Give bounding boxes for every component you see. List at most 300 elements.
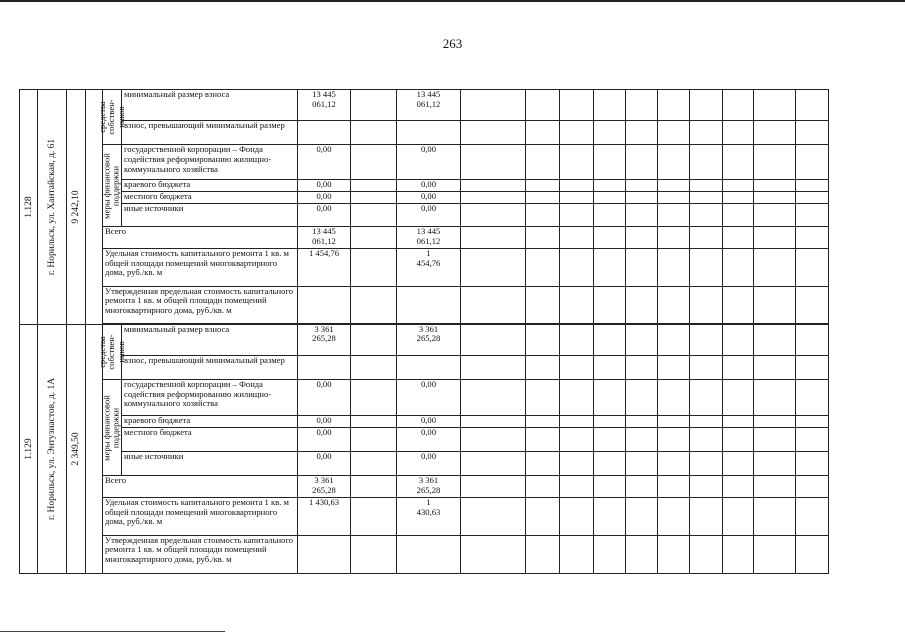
- empty-cell: [796, 203, 829, 226]
- empty-cell: [658, 324, 690, 355]
- empty-cell: [658, 427, 690, 451]
- empty-cell: [658, 415, 690, 427]
- empty-cell: [351, 476, 397, 498]
- value-line: 3 361: [314, 323, 334, 334]
- value-line: 265,28: [416, 333, 441, 344]
- empty-cell: [626, 286, 658, 323]
- empty-cell: [690, 227, 723, 249]
- group-label-line: меры финансовой: [101, 152, 112, 219]
- top-rule: [0, 0, 905, 2]
- empty-cell: [754, 90, 796, 121]
- empty-cell: [626, 203, 658, 226]
- other-sources-value-a: 0,00: [298, 451, 351, 475]
- other-sources-label: иные источники: [122, 203, 298, 226]
- object-index-cell: [20, 90, 38, 325]
- empty-cell: [461, 286, 526, 323]
- row-total: [20, 476, 829, 498]
- empty-cell: [560, 356, 594, 380]
- empty-cell: [796, 356, 829, 380]
- empty-cell: [594, 356, 626, 380]
- empty-cell: [594, 286, 626, 323]
- empty-cell: [461, 380, 526, 415]
- empty-cell: [351, 356, 397, 380]
- row-min-fee: [20, 324, 829, 355]
- empty-cell: [461, 324, 526, 355]
- empty-cell: [461, 498, 526, 535]
- empty-cell: [626, 90, 658, 121]
- empty-cell: [796, 145, 829, 179]
- empty-cell: [796, 191, 829, 203]
- empty-cell: [754, 498, 796, 535]
- value-line: 1: [426, 248, 431, 259]
- empty-cell: [560, 249, 594, 286]
- local-budget-label: местного бюджета: [122, 191, 298, 203]
- row-other-sources: [20, 203, 829, 226]
- empty-cell: [461, 227, 526, 249]
- regional-budget-label: краевого бюджета: [122, 415, 298, 427]
- empty-cell: [626, 356, 658, 380]
- value-line: 061,12: [312, 235, 336, 246]
- regional-budget-value-b: 0,00: [397, 415, 461, 427]
- group-label-line: собствен-: [106, 99, 117, 135]
- empty-cell: [560, 476, 594, 498]
- object-address-cell: [38, 324, 67, 573]
- empty-cell: [298, 121, 351, 145]
- capital-repair-table: [19, 89, 829, 574]
- empty-cell: [298, 535, 351, 573]
- total-label: Всего: [103, 227, 298, 249]
- empty-cell: [461, 451, 526, 475]
- row-unit-cost: [20, 498, 829, 535]
- empty-cell: [658, 356, 690, 380]
- empty-cell: [796, 90, 829, 121]
- value-line: 430,63: [416, 506, 441, 517]
- empty-cell: [594, 191, 626, 203]
- empty-cell: [351, 451, 397, 475]
- empty-cell: [690, 145, 723, 179]
- empty-cell: [560, 179, 594, 191]
- row-unit-cost: [20, 249, 829, 286]
- empty-cell: [560, 380, 594, 415]
- empty-cell: [658, 90, 690, 121]
- row-regional-budget: [20, 415, 829, 427]
- empty-cell: [754, 286, 796, 323]
- empty-cell: [526, 427, 560, 451]
- empty-cell: [461, 427, 526, 451]
- empty-cell: [461, 145, 526, 179]
- empty-cell: [594, 249, 626, 286]
- empty-cell: [298, 286, 351, 323]
- value-line: 13 445: [312, 89, 336, 99]
- empty-cell: [351, 427, 397, 451]
- empty-cell: [526, 476, 560, 498]
- empty-cell: [754, 324, 796, 355]
- empty-cell: [461, 356, 526, 380]
- min-fee-value-a: [298, 90, 351, 121]
- empty-cell: [723, 451, 754, 475]
- min-fee-value-b: [397, 90, 461, 121]
- empty-cell: [626, 380, 658, 415]
- empty-cell: [526, 179, 560, 191]
- empty-cell: [754, 356, 796, 380]
- row-fund: [20, 145, 829, 179]
- empty-cell: [626, 476, 658, 498]
- empty-cell: [723, 227, 754, 249]
- empty-cell: [351, 121, 397, 145]
- value-line: 265,28: [312, 484, 336, 495]
- empty-cell: [658, 179, 690, 191]
- empty-cell: [594, 203, 626, 226]
- empty-cell: [754, 179, 796, 191]
- value-line: 061,12: [416, 235, 441, 246]
- object-index: 1.129: [23, 438, 34, 460]
- empty-cell: [754, 121, 796, 145]
- empty-cell: [560, 90, 594, 121]
- object-address: г. Норильск, ул. Энтузиастов, д. 1А: [47, 377, 57, 520]
- empty-cell: [658, 203, 690, 226]
- empty-cell: [658, 451, 690, 475]
- row-excess-fee: [20, 121, 829, 145]
- empty-cell: [461, 203, 526, 226]
- empty-cell: [796, 535, 829, 573]
- min-fee-value-a: [298, 324, 351, 355]
- empty-cell: [560, 286, 594, 323]
- empty-cell: [351, 179, 397, 191]
- empty-cell: [723, 476, 754, 498]
- empty-cell: [626, 121, 658, 145]
- empty-cell: [658, 121, 690, 145]
- total-value-b: [397, 476, 461, 498]
- total-value-b: [397, 227, 461, 249]
- group-label-line: поддержки: [111, 407, 121, 448]
- empty-cell: [796, 476, 829, 498]
- fund-label: государственной корпорации – Фонда содействия реформированию жилищно-коммунального хозяйства: [122, 380, 298, 415]
- local-budget-label: местного бюджета: [122, 427, 298, 451]
- empty-cell: [560, 427, 594, 451]
- empty-cell: [560, 191, 594, 203]
- empty-cell: [690, 179, 723, 191]
- value-line: 3 361: [418, 323, 439, 334]
- empty-cell: [690, 356, 723, 380]
- empty-cell: [594, 145, 626, 179]
- empty-cell: [626, 179, 658, 191]
- owner-funds-group: [96, 90, 126, 145]
- empty-cell: [754, 415, 796, 427]
- empty-cell: [796, 498, 829, 535]
- empty-cell: [754, 249, 796, 286]
- unit-cost-value-b: [397, 249, 461, 286]
- local-budget-value-b: 0,00: [397, 427, 461, 451]
- empty-cell: [723, 179, 754, 191]
- empty-cell: [658, 249, 690, 286]
- empty-cell: [526, 356, 560, 380]
- empty-cell: [594, 476, 626, 498]
- other-sources-label: иные источники: [122, 451, 298, 475]
- value-line: 061,12: [312, 98, 336, 109]
- empty-cell: [526, 415, 560, 427]
- empty-cell: [796, 227, 829, 249]
- empty-cell: [351, 286, 397, 323]
- empty-cell: [626, 249, 658, 286]
- empty-cell: [796, 415, 829, 427]
- empty-cell: [690, 535, 723, 573]
- empty-cell: [658, 191, 690, 203]
- empty-cell: [594, 415, 626, 427]
- row-max-cost: [20, 535, 829, 573]
- group-label-line: ников: [115, 341, 126, 363]
- empty-cell: [796, 451, 829, 475]
- empty-cell: [461, 191, 526, 203]
- empty-cell: [351, 415, 397, 427]
- empty-cell: [626, 451, 658, 475]
- value-line: 1: [426, 497, 431, 508]
- bottom-rule: [0, 631, 225, 632]
- empty-cell: [526, 121, 560, 145]
- value-line: 3 361: [418, 475, 439, 486]
- row-local-budget: [20, 191, 829, 203]
- fund-value-b: 0,00: [397, 380, 461, 415]
- object-address-cell: [38, 90, 67, 325]
- empty-cell: [754, 451, 796, 475]
- empty-cell: [723, 249, 754, 286]
- empty-cell: [560, 415, 594, 427]
- empty-cell: [526, 286, 560, 323]
- empty-cell: [351, 380, 397, 415]
- row-max-cost: [20, 286, 829, 323]
- row-excess-fee: [20, 356, 829, 380]
- empty-cell: [560, 535, 594, 573]
- empty-cell: [658, 380, 690, 415]
- empty-cell: [526, 145, 560, 179]
- unit-cost-value-a: 1 430,63: [298, 498, 351, 535]
- group-label-line: поддержки: [111, 165, 121, 206]
- empty-cell: [658, 227, 690, 249]
- object-area: 9 242,10: [71, 190, 81, 224]
- empty-cell: [796, 324, 829, 355]
- empty-cell: [690, 324, 723, 355]
- row-min-fee: [20, 90, 829, 121]
- object-index: 1.128: [23, 196, 34, 218]
- min-fee-label: минимальный размер взноса: [122, 90, 298, 121]
- empty-cell: [594, 498, 626, 535]
- empty-cell: [690, 249, 723, 286]
- local-budget-value-b: 0,00: [397, 191, 461, 203]
- regional-budget-value-a: 0,00: [298, 415, 351, 427]
- empty-cell: [723, 90, 754, 121]
- empty-cell: [723, 203, 754, 226]
- empty-cell: [754, 476, 796, 498]
- row-regional-budget: [20, 179, 829, 191]
- group-label-line: средства: [96, 101, 107, 133]
- fund-label: государственной корпорации – Фонда содействия реформированию жилищно-коммунального хозяйства: [122, 145, 298, 179]
- page-number: 263: [442, 36, 463, 51]
- empty-cell: [560, 498, 594, 535]
- empty-cell: [461, 415, 526, 427]
- other-sources-value-b: 0,00: [397, 203, 461, 226]
- empty-cell: [658, 145, 690, 179]
- empty-cell: [594, 324, 626, 355]
- empty-cell: [626, 324, 658, 355]
- empty-cell: [594, 451, 626, 475]
- empty-cell: [796, 286, 829, 323]
- empty-cell: [754, 380, 796, 415]
- empty-cell: [461, 249, 526, 286]
- empty-cell: [526, 249, 560, 286]
- regional-budget-value-b: 0,00: [397, 179, 461, 191]
- local-budget-value-a: 0,00: [298, 427, 351, 451]
- min-fee-label: минимальный размер взноса: [122, 324, 298, 355]
- empty-cell: [560, 324, 594, 355]
- empty-cell: [658, 286, 690, 323]
- object-area-cell: [67, 324, 86, 573]
- empty-cell: [594, 227, 626, 249]
- empty-cell: [526, 380, 560, 415]
- empty-cell: [560, 227, 594, 249]
- empty-cell: [351, 90, 397, 121]
- object-area-cell: [67, 90, 86, 325]
- empty-cell: [351, 145, 397, 179]
- object-index-cell: [20, 324, 38, 573]
- empty-cell: [754, 427, 796, 451]
- empty-cell: [397, 535, 461, 573]
- owner-funds-group: [96, 324, 126, 379]
- empty-cell: [690, 415, 723, 427]
- local-budget-value-a: 0,00: [298, 191, 351, 203]
- excess-fee-label: взнос, превышающий минимальный размер: [122, 121, 298, 145]
- empty-cell: [526, 498, 560, 535]
- group-label-line: собствен-: [106, 334, 117, 370]
- fund-value-a: 0,00: [298, 145, 351, 179]
- value-line: 061,12: [416, 98, 441, 109]
- empty-cell: [658, 476, 690, 498]
- empty-cell: [626, 498, 658, 535]
- empty-cell: [351, 227, 397, 249]
- empty-cell: [690, 380, 723, 415]
- empty-cell: [560, 121, 594, 145]
- value-line: 454,76: [416, 257, 441, 268]
- empty-cell: [658, 498, 690, 535]
- empty-cell: [690, 451, 723, 475]
- value-line: 265,28: [416, 484, 441, 495]
- empty-cell: [796, 427, 829, 451]
- empty-cell: [658, 535, 690, 573]
- financial-support-group: [103, 145, 122, 227]
- group-label-line: ников: [115, 106, 126, 128]
- empty-cell: [723, 191, 754, 203]
- row-local-budget: [20, 427, 829, 451]
- excess-fee-label: взнос, превышающий минимальный размер: [122, 356, 298, 380]
- total-value-a: [298, 476, 351, 498]
- value-line: 13 445: [416, 226, 441, 237]
- empty-cell: [461, 90, 526, 121]
- total-label: Всего: [103, 476, 298, 498]
- empty-cell: [298, 356, 351, 380]
- fund-value-a: 0,00: [298, 380, 351, 415]
- group-label-line: меры финансовой: [101, 394, 112, 461]
- empty-cell: [526, 535, 560, 573]
- empty-cell: [626, 191, 658, 203]
- empty-cell: [723, 415, 754, 427]
- empty-cell: [526, 451, 560, 475]
- empty-cell: [754, 535, 796, 573]
- empty-cell: [351, 498, 397, 535]
- empty-cell: [626, 535, 658, 573]
- empty-cell: [723, 286, 754, 323]
- empty-cell: [526, 203, 560, 226]
- unit-cost-label: Удельная стоимость капитального ремонта 1 кв. м общей площади помещений многоквартирного дома, руб./кв. м: [103, 249, 298, 286]
- empty-cell: [594, 179, 626, 191]
- empty-cell: [560, 203, 594, 226]
- empty-cell: [626, 227, 658, 249]
- empty-cell: [754, 203, 796, 226]
- empty-cell: [723, 535, 754, 573]
- max-cost-label: Утвержденная предельная стоимость капитального ремонта 1 кв. м общей площади помещений многоквартирного дома, руб./кв. м: [103, 535, 298, 573]
- other-sources-value-b: 0,00: [397, 451, 461, 475]
- empty-cell: [723, 121, 754, 145]
- empty-cell: [461, 121, 526, 145]
- row-other-sources: [20, 451, 829, 475]
- unit-cost-value-a: 1 454,76: [298, 249, 351, 286]
- object-area: 2 349,50: [71, 432, 81, 466]
- empty-cell: [397, 356, 461, 380]
- empty-cell: [690, 90, 723, 121]
- empty-cell: [461, 179, 526, 191]
- empty-cell: [594, 535, 626, 573]
- row-total: [20, 227, 829, 249]
- empty-cell: [754, 227, 796, 249]
- value-line: 13 445: [312, 226, 336, 237]
- total-value-a: [298, 227, 351, 249]
- min-fee-value-b: [397, 324, 461, 355]
- value-line: 265,28: [312, 333, 336, 344]
- empty-cell: [461, 476, 526, 498]
- empty-cell: [796, 121, 829, 145]
- row-fund: [20, 380, 829, 415]
- object-address: г. Норильск, ул. Хантайская, д. 61: [47, 138, 57, 276]
- empty-cell: [754, 191, 796, 203]
- empty-cell: [626, 145, 658, 179]
- empty-cell: [397, 121, 461, 145]
- financial-support-group: [103, 380, 122, 476]
- max-cost-label: Утвержденная предельная стоимость капитального ремонта 1 кв. м общей площади помещений многоквартирного дома, руб./кв. м: [103, 286, 298, 323]
- empty-cell: [723, 498, 754, 535]
- value-line: 3 361: [314, 475, 334, 486]
- empty-cell: [526, 324, 560, 355]
- empty-cell: [723, 380, 754, 415]
- empty-cell: [594, 90, 626, 121]
- empty-cell: [351, 535, 397, 573]
- value-line: 13 445: [416, 89, 441, 99]
- empty-cell: [526, 191, 560, 203]
- empty-cell: [754, 145, 796, 179]
- other-sources-value-a: 0,00: [298, 203, 351, 226]
- empty-cell: [796, 380, 829, 415]
- empty-cell: [560, 145, 594, 179]
- empty-cell: [526, 227, 560, 249]
- empty-cell: [723, 324, 754, 355]
- empty-cell: [690, 476, 723, 498]
- empty-cell: [690, 121, 723, 145]
- empty-cell: [351, 203, 397, 226]
- empty-cell: [526, 90, 560, 121]
- empty-cell: [796, 179, 829, 191]
- empty-cell: [723, 356, 754, 380]
- empty-cell: [690, 286, 723, 323]
- empty-cell: [351, 191, 397, 203]
- empty-cell: [560, 451, 594, 475]
- fund-value-b: 0,00: [397, 145, 461, 179]
- empty-cell: [723, 145, 754, 179]
